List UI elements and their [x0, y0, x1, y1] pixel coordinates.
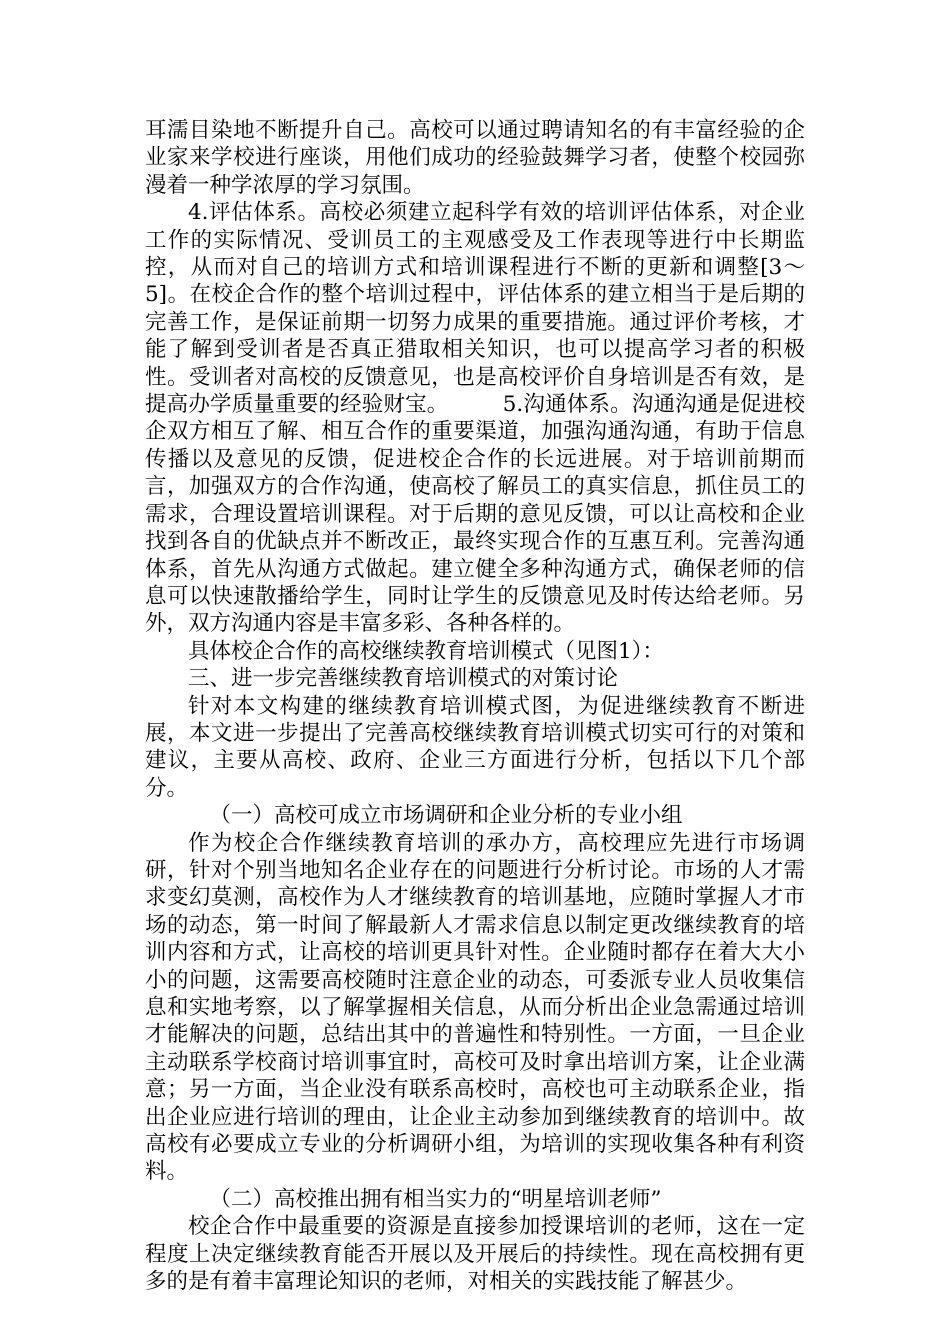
paragraph-evaluation-system: 4.评估体系。高校必须建立起科学有效的培训评估体系，对企业工作的实际情况、受训员工的主观感受及工作表现等进行中长期监控，从而对自己的培训方式和培训课程进行不断的更新和调整[3～5]。在校企合作的整个培训过程中，评估体系的建立相当于是后期的完善工作，是保证前期一切努力成果的重要措施。通过评价考核，才能了解到受训者是否真正猎取相关知识，也可以提高学习者的积极性。受训者对高校的反馈意见，也是高校评价自身培训是否有效，是提高办学质量重要的经验财宝。 5.沟通体系。沟通沟通是促进校企双方相互了解、相互合作的重要渠道，加强沟通沟通，有助于信息传播以及意见的反馈，促进校企合作的长远进展。对于培训前期而言，加强双方的合作沟通，使高校了解员工的真实信息，抓住员工的需求，合理设置培训课程。对于后期的意见反馈，可以让高校和企业找到各自的优缺点并不断改正，最终实现合作的互惠互利。完善沟通体系，首先从沟通方式做起。建立健全多种沟通方式，确保老师的信息可以快速散播给学生，同时让学生的反馈意见及时传达给老师。另外，双方沟通内容是丰富多彩、各种各样的。: [145, 200, 805, 637]
document-page: [145, 117, 805, 1295]
subsection-heading-1: （一）高校可成立市场调研和企业分析的专业小组: [209, 803, 683, 829]
paragraph-continuation: 耳濡目染地不断提升自己。高校可以通过聘请知名的有丰富经验的企业家来学校进行座谈，用他们成功的经验鼓舞学习者，使整个校园弥漫着一种学浓厚的学习氛围。: [145, 118, 805, 198]
paragraph-star-teachers: 校企合作中最重要的资源是直接参加授课培训的老师，这在一定程度上决定继续教育能否开展以及开展后的持续性。现在高校拥有更多的是有着丰富理论知识的老师，对相关的实践技能了解甚少。: [145, 1214, 805, 1295]
paragraph-section-intro: 针对本文构建的继续教育培训模式图，为促进继续教育不断进展，本文进一步提出了完善高校继续教育培训模式切实可行的对策和建议，主要从高校、政府、企业三方面进行分析，包括以下几个部分。: [145, 693, 805, 801]
subsection-heading-2: （二）高校推出拥有相当实力的“明星培训老师”: [209, 1186, 662, 1212]
section-heading-3: 三、进一步完善继续教育培训模式的对策讨论: [188, 666, 619, 692]
paragraph-market-research: 作为校企合作继续教育培训的承办方，高校理应先进行市场调研，针对个别当地知名企业存在的问题进行分析讨论。市场的人才需求变幻莫测，高校作为人才继续教育的培训基地，应随时掌握人才市场的动态，第一时间了解最新人才需求信息以制定更改继续教育的培训内容和方式，让高校的培训更具针对性。企业随时都存在着大大小小的问题，这需要高校随时注意企业的动态，可委派专业人员收集信息和实地考察，以了解掌握相关信息，从而分析出企业急需通过培训才能解决的问题，总结出其中的普遍性和特别性。一方面，一旦企业主动联系学校商讨培训事宜时，高校可及时拿出培训方案，让企业满意；另一方面，当企业没有联系高校时，高校也可主动联系企业，指出企业应进行培训的理由，让企业主动参加到继续教育的培训中。故高校有必要成立专业的分析调研小组，为培训的实现收集各种有利资料。: [145, 830, 805, 1185]
paragraph-figure-reference: 具体校企合作的高校继续教育培训模式（见图1）：: [188, 638, 664, 664]
